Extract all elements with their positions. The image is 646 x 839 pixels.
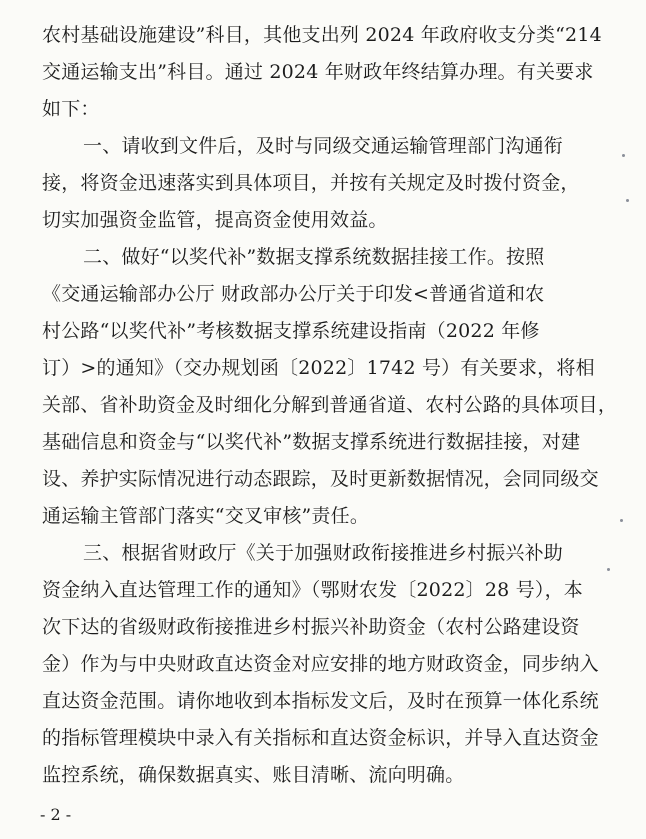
scan-speck (622, 154, 625, 157)
text-line-3: 如下： (42, 98, 100, 120)
text-line-19: 直达资金范围。请你地收到本指标发文后，及时在预算一体化系统 (42, 690, 599, 712)
text-line-16: 资金纳入直达管理工作的通知》（鄂财农发〔2022〕28 号），本 (42, 579, 583, 601)
text-line-20: 的指标管理模块中录入有关指标和直达资金标识，并导入直达资金 (42, 727, 599, 749)
text-line-14: 通运输主管部门落实“交叉审核”责任。 (42, 505, 370, 527)
text-line-5: 接，将资金迅速落实到具体项目，并按有关规定及时拨付资金， (42, 172, 580, 194)
text-line-18: 金）作为与中央财政直达资金对应安排的地方财政资金，同步纳入 (42, 653, 599, 675)
text-line-4: 一、请收到文件后，及时与同级交通运输管理部门沟通衔 (83, 135, 564, 157)
text-line-6: 切实加强资金监管，提高资金使用效益。 (42, 209, 388, 231)
text-line-9: 村公路“以奖代补”考核数据支撑系统建设指南（2022 年修 (42, 320, 540, 342)
scan-speck (607, 568, 610, 571)
scan-speck (626, 199, 629, 202)
text-line-8: 《交通运输部办公厅 财政部办公厅关于印发<普通省道和农 (42, 283, 545, 305)
text-line-15: 三、根据省财政厅《关于加强财政衔接推进乡村振兴补助 (83, 542, 564, 564)
text-line-2: 交通运输支出”科目。通过 2024 年财政年终结算办理。有关要求 (42, 61, 594, 83)
text-line-13: 设、养护实际情况进行动态跟踪，及时更新数据情况，会同同级交 (42, 468, 599, 490)
text-line-11: 关部、省补助资金及时细化分解到普通省道、农村公路的具体项目， (42, 394, 618, 416)
text-line-17: 次下达的省级财政衔接推进乡村振兴补助资金（农村公路建设资 (42, 616, 580, 638)
text-line-21: 监控系统，确保数据真实、账目清晰、流向明确。 (42, 764, 465, 786)
text-line-7: 二、做好“以奖代补”数据支撑系统数据挂接工作。按照 (83, 246, 545, 268)
text-line-1: 农村基础设施建设”科目，其他支出列 2024 年政府收支分类“214 (42, 24, 602, 46)
text-line-10: 订）>的通知》（交办规划函〔2022〕1742 号）有关要求，将相 (42, 357, 595, 379)
scan-speck (620, 519, 623, 522)
page-number: - 2 - (40, 805, 72, 824)
text-line-12: 基础信息和资金与“以奖代补”数据支撑系统进行数据挂接，对建 (42, 431, 581, 453)
